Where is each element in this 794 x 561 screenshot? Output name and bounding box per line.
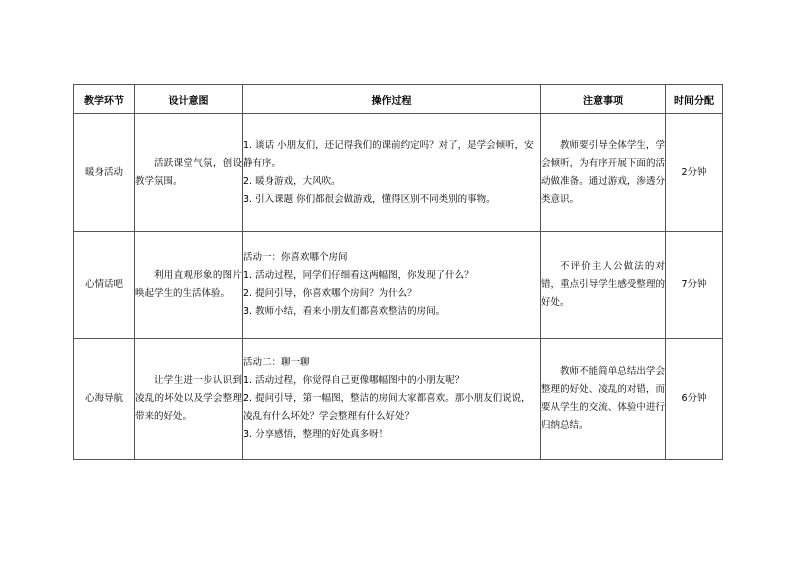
header-row	[74, 85, 723, 114]
header-design-intent: 设计意图	[135, 85, 243, 114]
notes-cell	[541, 339, 666, 460]
process-line: 1. 活动过程，同学们仔细看这两幅图，你发现了什么？	[243, 270, 474, 281]
lesson-plan-table	[73, 84, 723, 460]
intent-text: 让学生进一步认识到凌乱的坏处以及学会整理带来的好处。	[135, 375, 242, 422]
process-cell	[243, 232, 541, 339]
process-line: 1. 谈话 小朋友们，还记得我们的课前约定吗？对了，是学会倾听，安静有序。	[243, 139, 534, 169]
process-line: 3. 引入课题 你们都很会做游戏，懂得区别不同类别的事物。	[243, 193, 496, 205]
header-time: 时间分配	[666, 85, 723, 114]
intent-cell	[135, 232, 243, 339]
activity-title: 活动二：聊一聊	[243, 357, 310, 368]
time-cell: 7分钟	[666, 232, 723, 339]
intent-cell	[135, 114, 243, 232]
intent-text: 利用直观形象的图片唤起学生的生活体验。	[135, 270, 242, 299]
header-stage: 教学环节	[74, 85, 135, 114]
notes-cell	[541, 114, 666, 232]
time-cell: 6分钟	[666, 339, 723, 460]
table-row	[74, 339, 723, 460]
stage-cell: 心海导航	[74, 339, 135, 460]
process-line: 3. 分享感悟，整理的好处真多呀！	[243, 429, 389, 440]
process-cell	[243, 114, 541, 232]
process-line: 2. 提问引导，第一幅图，整洁的房间大家都喜欢。那小朋友们说说，凌乱有什么坏处？学会整理有什么好处？	[243, 393, 531, 422]
time-cell: 2分钟	[666, 114, 723, 232]
process-line: 2. 提问引导，你喜欢哪个房间？为什么？	[243, 288, 417, 299]
process-line: 2. 暖身游戏，大风吹。	[243, 175, 341, 187]
intent-cell	[135, 339, 243, 460]
process-line: 1. 活动过程，你觉得自己更像哪幅图中的小朋友呢？	[243, 375, 465, 386]
stage-cell: 心情话吧	[74, 232, 135, 339]
notes-text: 教师不能简单总结出学会整理的好处、凌乱的对错，而要从学生的交流、体验中进行归纳总结。	[541, 366, 665, 431]
table-row	[74, 114, 723, 232]
header-notes: 注意事项	[541, 85, 666, 114]
process-cell	[243, 339, 541, 460]
activity-title: 活动一：你喜欢哪个房间	[243, 252, 348, 263]
notes-text: 教师要引导全体学生，学会倾听，为有序开展下面的活动做准备。通过游戏，渗透分类意识。	[541, 139, 665, 205]
notes-text: 不评价主人公做法的对错，重点引导学生感受整理的好处。	[541, 261, 665, 308]
stage-cell: 暖身活动	[74, 114, 135, 232]
notes-cell	[541, 232, 666, 339]
table-row	[74, 232, 723, 339]
intent-text: 活跃课堂气氛，创设教学氛围。	[135, 157, 242, 187]
process-line: 3. 教师小结，看来小朋友们都喜欢整洁的房间。	[243, 306, 446, 317]
header-process: 操作过程	[243, 85, 541, 114]
